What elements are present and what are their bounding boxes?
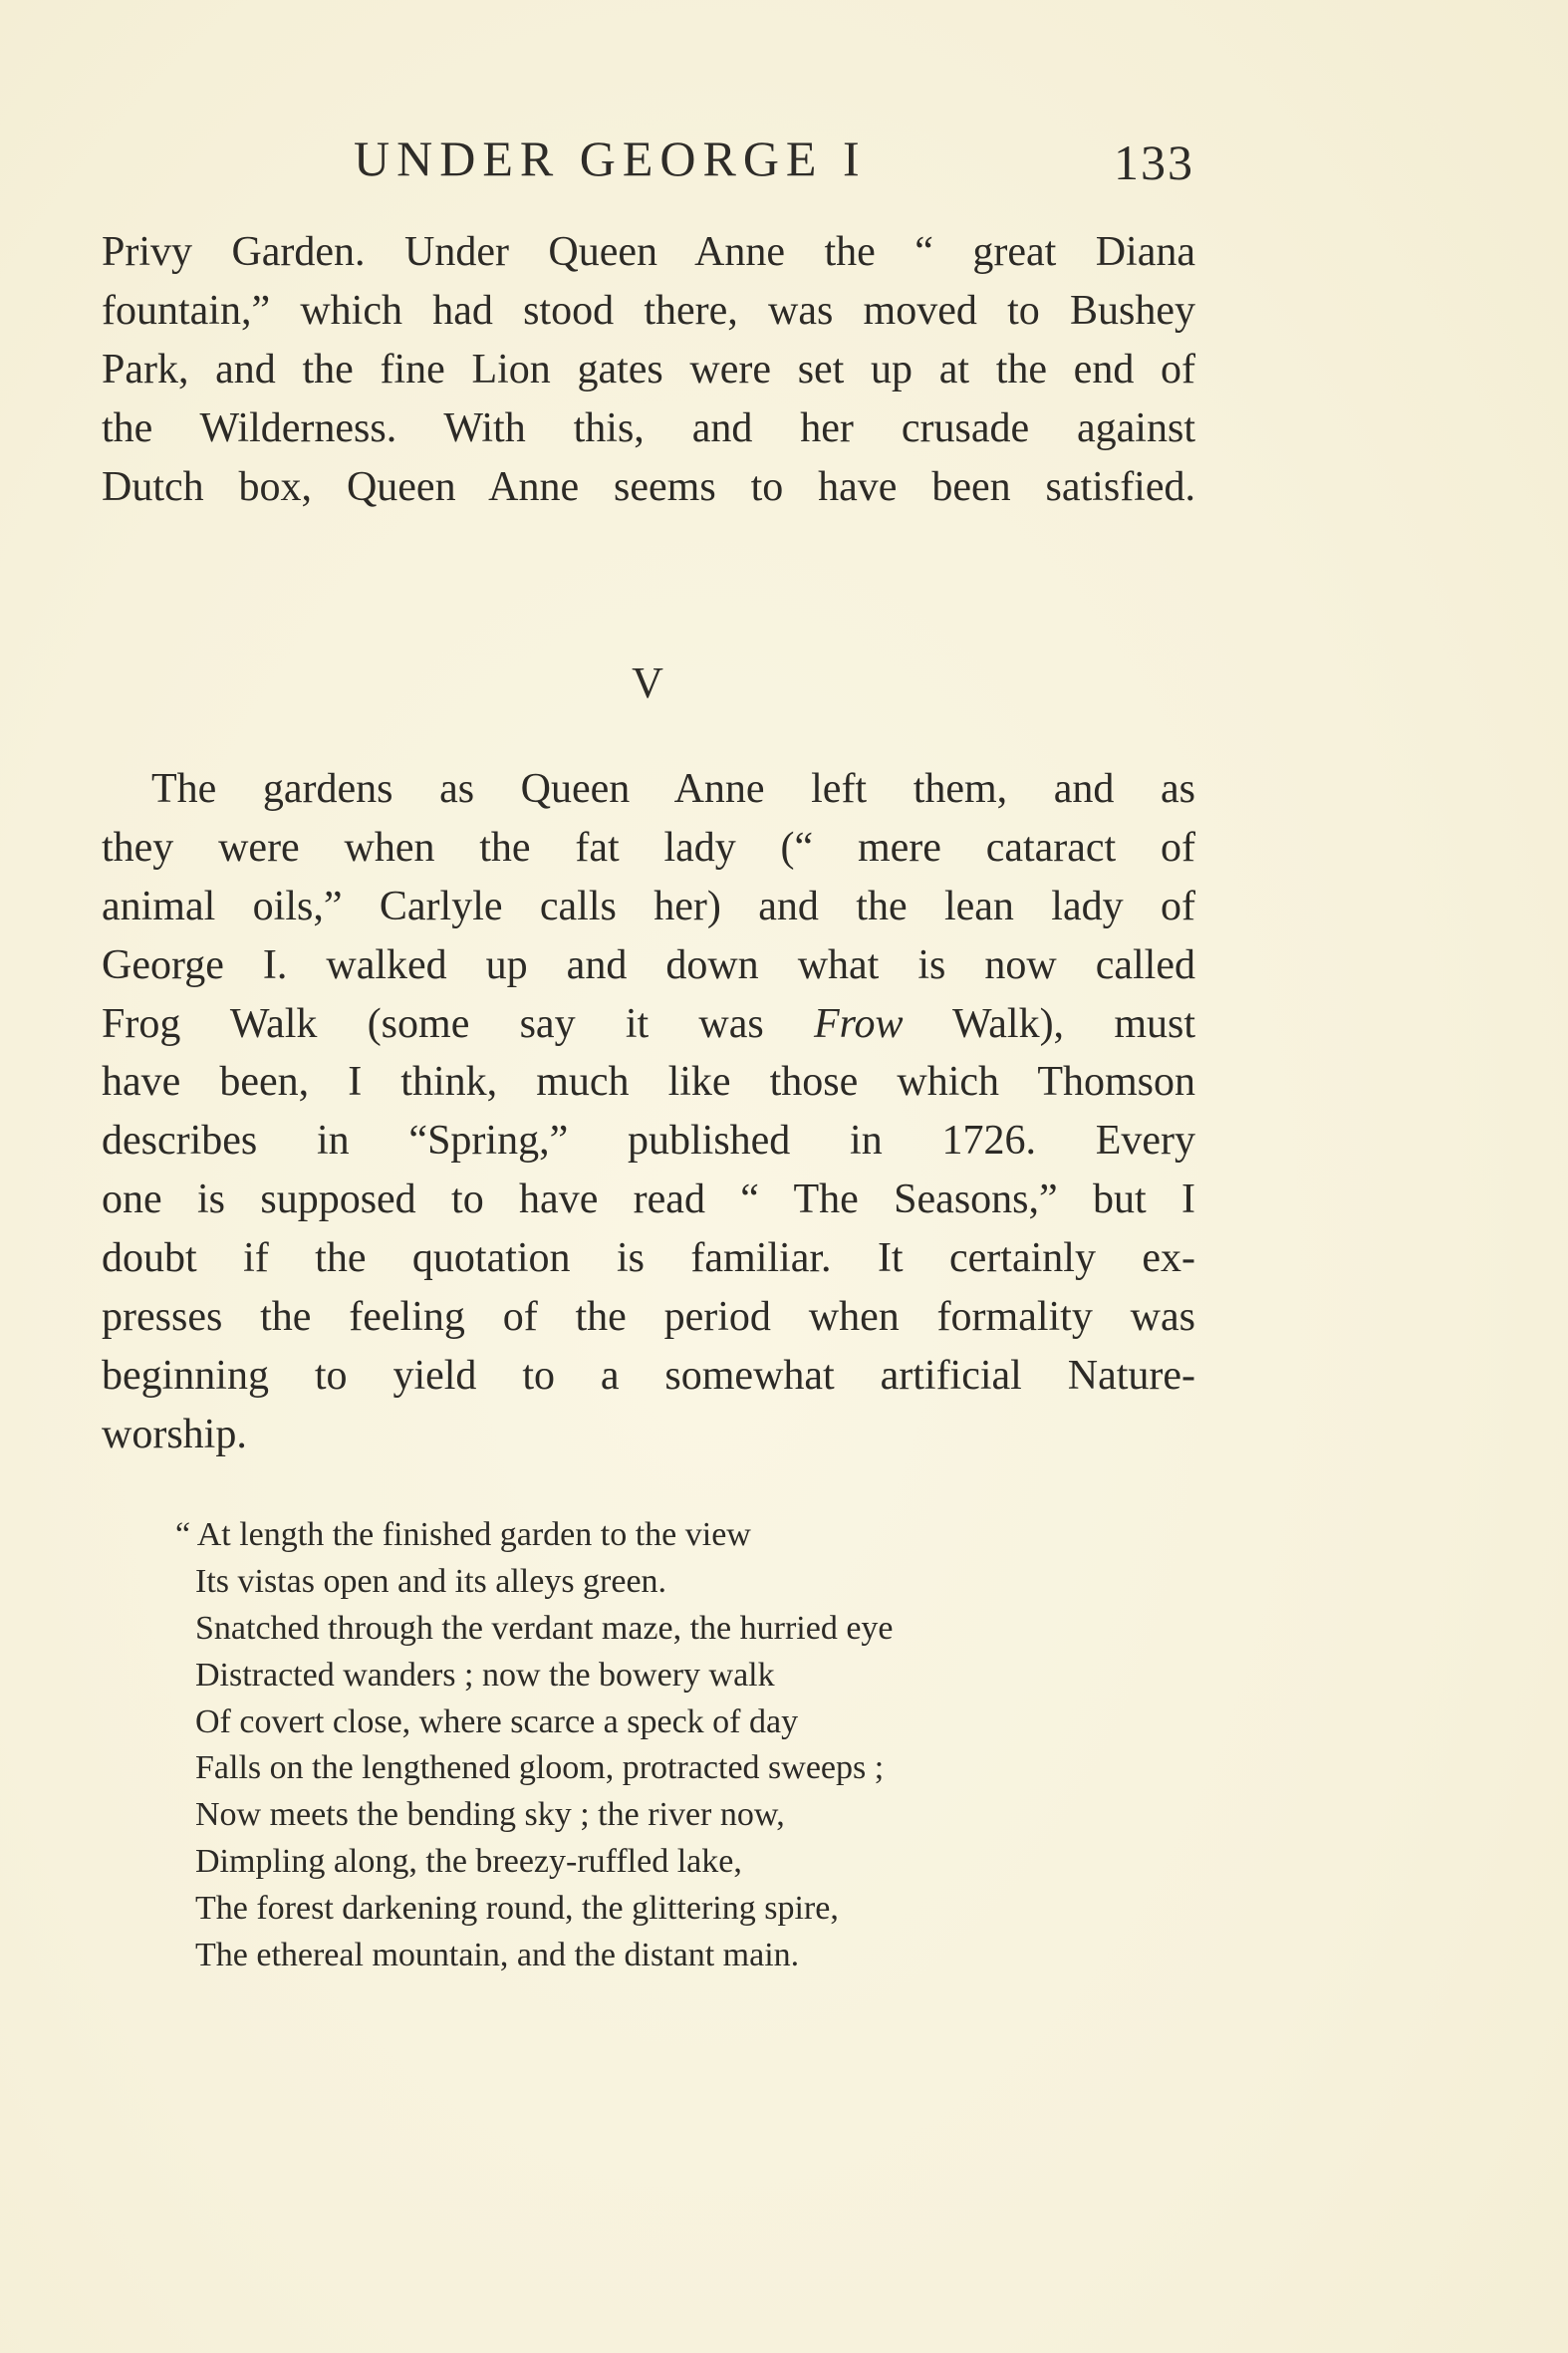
section-heading: V (632, 658, 663, 707)
verse-line: Now meets the bending sky ; the river now, (195, 1796, 785, 1834)
verse-line: The forest darkening round, the glittering spire, (195, 1890, 839, 1928)
verse-quotation (175, 1512, 894, 1979)
paragraph-1 (102, 223, 1195, 516)
text-line: animal oils,” Carlyle calls her) and the lean lady of (102, 883, 1195, 929)
page-number: 133 (1114, 134, 1194, 190)
text-segment: Walk), must (903, 1000, 1195, 1047)
verse-line: The ethereal mountain, and the distant main. (195, 1937, 800, 1974)
verse-line: Falls on the lengthened gloom, protracted sweeps ; (195, 1749, 885, 1787)
text-line: worship. (102, 1411, 247, 1457)
text-line: Privy Garden. Under Queen Anne the “ great Diana (102, 229, 1195, 275)
verse-line: “ At length the finished garden to the view (175, 1516, 751, 1553)
verse-line: Distracted wanders ; now the bowery walk (195, 1656, 775, 1694)
text-line: beginning to yield to a somewhat artificial Nature- (102, 1352, 1195, 1399)
verse-line: Its vistas open and its alleys green. (195, 1562, 667, 1600)
text-segment: Frog Walk (some say it was (102, 1000, 815, 1047)
page-header (100, 122, 1195, 191)
verse-line: Snatched through the verdant maze, the hurried eye (195, 1609, 894, 1647)
text-line: describes in “Spring,” published in 1726. Every (102, 1118, 1195, 1165)
text-line: the Wilderness. With this, and her crusade against (102, 404, 1195, 451)
text-line: presses the feeling of the period when formality was (102, 1294, 1195, 1341)
text-line: doubt if the quotation is familiar. It certainly ex- (102, 1235, 1195, 1282)
verse-line: Of covert close, where scarce a speck of day (195, 1702, 799, 1740)
text-line: have been, I think, much like those which Thomson (102, 1059, 1195, 1106)
paragraph-2 (102, 760, 1195, 1464)
italic-word: Frow (814, 1000, 904, 1047)
text-line (102, 995, 1195, 1054)
text-line: they were when the fat lady (“ mere cataract of (102, 824, 1195, 871)
text-line: Dutch box, Queen Anne seems to have been satisfied. (102, 463, 1195, 510)
text-line: fountain,” which had stood there, was moved to Bushey (102, 287, 1195, 334)
text-line: The gardens as Queen Anne left them, and as (151, 766, 1195, 812)
text-line: George I. walked up and down what is now called (102, 941, 1195, 988)
text-line: one is supposed to have read “ The Seasons,” but I (102, 1176, 1195, 1223)
verse-line: Dimpling along, the breezy-ruffled lake, (195, 1843, 742, 1881)
text-line: Park, and the fine Lion gates were set up at the end of (102, 346, 1195, 392)
running-head: UNDER GEORGE I (354, 131, 867, 186)
